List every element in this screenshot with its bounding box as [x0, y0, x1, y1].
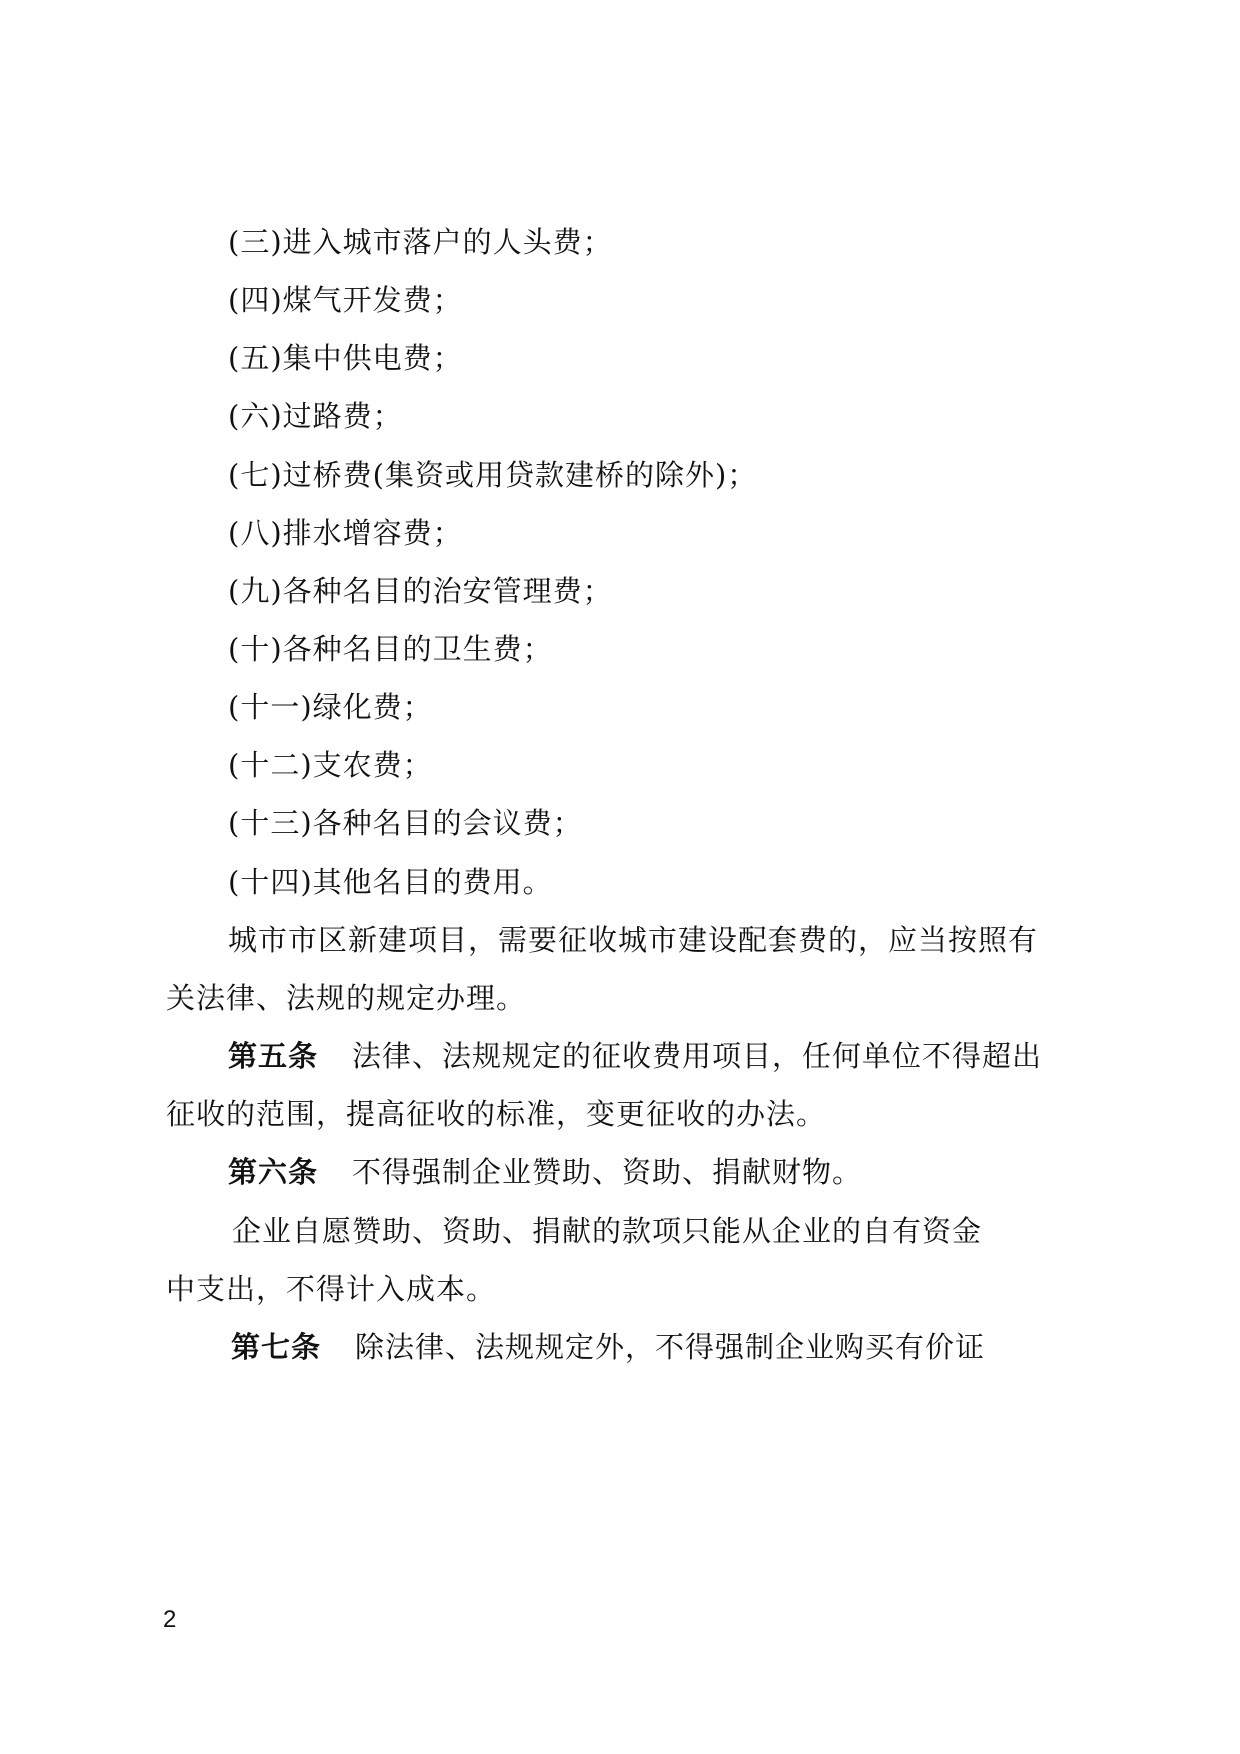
article-7-line-1	[231, 1327, 985, 1367]
list-item: (十四)其他名目的费用。	[228, 865, 553, 899]
paragraph-city-line-1: 城市市区新建项目，需要征收城市建设配套费的，应当按照有	[228, 923, 1039, 957]
list-item: (十)各种名目的卫生费；	[228, 632, 553, 666]
article-5-text: 法律、法规规定的征收费用项目，任何单位不得超出	[352, 1039, 1043, 1073]
list-item: (六)过路费；	[228, 399, 403, 433]
article-6-heading: 第六条	[228, 1155, 319, 1189]
paragraph-city-line-2: 关法律、法规的规定办理。	[166, 981, 527, 1015]
page-number: 2	[163, 1606, 177, 1633]
paragraph-donation-line-2: 中支出，不得计入成本。	[166, 1272, 497, 1306]
article-5-line-2: 征收的范围，提高征收的标准，变更征收的办法。	[166, 1097, 827, 1131]
list-item: (十二)支农费；	[228, 748, 433, 782]
paragraph-donation-line-1: 企业自愿赞助、资助、捐献的款项只能从企业的自有资金	[232, 1214, 983, 1248]
list-item: (三)进入城市落户的人头费；	[228, 225, 613, 259]
list-item: (九)各种名目的治安管理费；	[228, 574, 613, 608]
article-5-line-1	[228, 1036, 1042, 1076]
list-item: (十三)各种名目的会议费；	[228, 806, 583, 840]
article-5-heading: 第五条	[228, 1039, 319, 1073]
article-6-line-1	[228, 1152, 862, 1192]
article-7-text: 除法律、法规规定外，不得强制企业购买有价证	[355, 1330, 986, 1364]
list-item: (五)集中供电费；	[228, 341, 463, 375]
article-6-text: 不得强制企业赞助、资助、捐献财物。	[352, 1155, 863, 1189]
list-item: (八)排水增容费；	[228, 516, 463, 550]
list-item: (七)过桥费(集资或用贷款建桥的除外)；	[228, 458, 758, 492]
article-7-heading: 第七条	[231, 1330, 322, 1364]
list-item: (十一)绿化费；	[228, 690, 433, 724]
list-item: (四)煤气开发费；	[228, 283, 463, 317]
